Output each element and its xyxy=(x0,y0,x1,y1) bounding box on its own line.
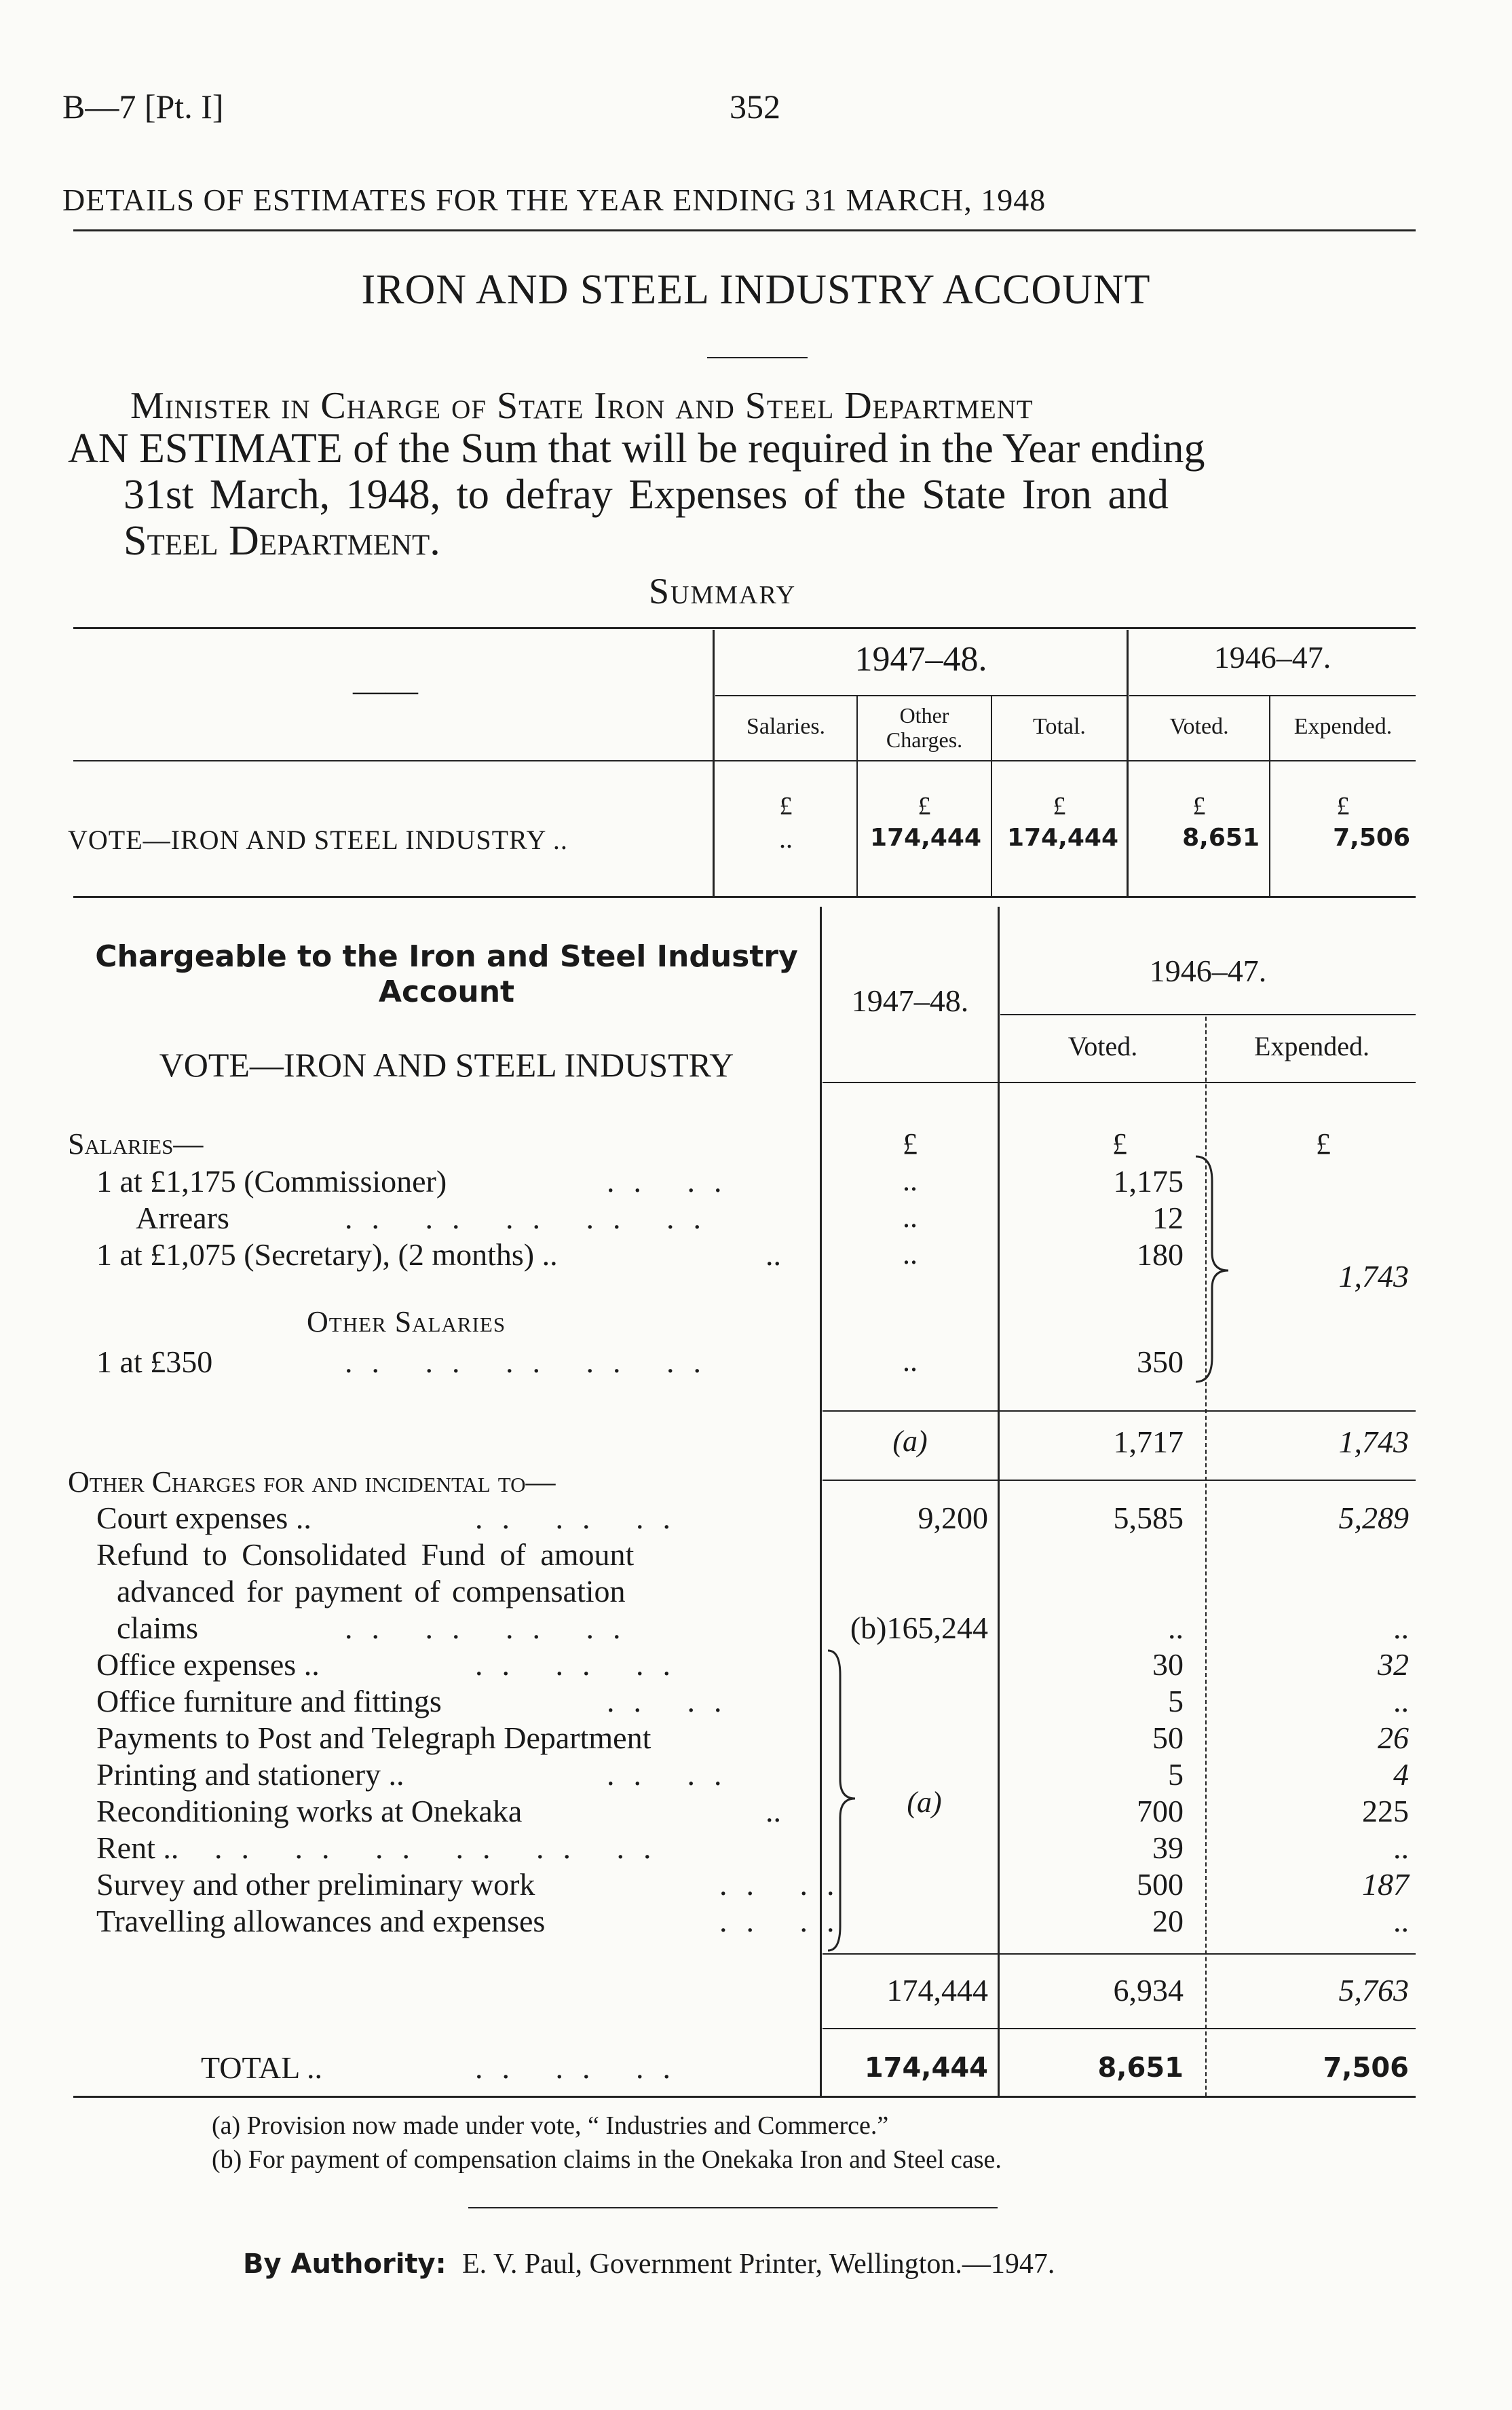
imprint xyxy=(243,2246,1055,2280)
charge-row-label: Office expenses .. xyxy=(96,1647,320,1682)
leader-dots: .. .. .. .. .. xyxy=(345,1201,720,1235)
salary-row-current: .. xyxy=(903,1164,918,1197)
total-current: 174,444 xyxy=(864,2052,988,2084)
chargeable-line-1: Chargeable to the Iron and Steel Industry xyxy=(95,939,798,974)
charge-row-expended: 32 xyxy=(1378,1647,1409,1682)
charge-row-label: Rent .. xyxy=(96,1830,179,1865)
summary-other-charges-value: 174,444 xyxy=(870,824,981,852)
imprint-prefix: By Authority: xyxy=(243,2248,447,2280)
summary-divider-1 xyxy=(713,630,715,896)
refund-expended: .. xyxy=(1393,1611,1409,1645)
footnote-b: (b) For payment of compensation claims in the Onekaka Iron and Steel case. xyxy=(212,2145,1002,2174)
salaries-subtotal-voted: 1,717 xyxy=(1113,1425,1184,1459)
minister-line: Minister in Charge of State Iron and Steel Department xyxy=(130,385,1034,427)
header-rule xyxy=(73,229,1416,231)
salary-row-voted: 12 xyxy=(1152,1201,1184,1235)
salary-row-voted: 180 xyxy=(1137,1237,1184,1272)
summary-divider-2 xyxy=(1127,630,1129,896)
estimate-line-1: AN ESTIMATE of the Sum that will be required in the Year ending xyxy=(68,426,1205,472)
leader-dots: .. xyxy=(766,1237,781,1272)
charge-row-voted: 39 xyxy=(1152,1830,1184,1865)
charge-row-label: Travelling allowances and expenses xyxy=(96,1904,546,1938)
leader-dots: .. .. .. xyxy=(475,2050,689,2085)
leader-dots: .. xyxy=(766,1794,781,1828)
charge-row-voted: 50 xyxy=(1152,1720,1184,1755)
summary-currency-salaries: £ xyxy=(779,792,793,821)
charge-row-voted: 700 xyxy=(1137,1794,1184,1828)
imprint-printer: E. V. Paul, Government Printer, Wellington.—1947. xyxy=(462,2248,1055,2280)
charge-row-voted: 5 xyxy=(1168,1684,1184,1718)
salary-row-label: 1 at £1,175 (Commissioner) xyxy=(96,1164,447,1199)
court-expenses-current: 9,200 xyxy=(918,1501,988,1535)
charge-row-expended: .. xyxy=(1393,1904,1409,1938)
leader-dots: .. .. .. xyxy=(475,1647,689,1682)
running-title: DETAILS OF ESTIMATES FOR THE YEAR ENDING 31 MARCH, 1948 xyxy=(62,183,1046,217)
salaries-subtotal-current: (a) xyxy=(892,1425,928,1458)
footnote-a: (a) Provision now made under vote, “ Industries and Commerce.” xyxy=(212,2111,889,2140)
salaries-expended: 1,743 xyxy=(1338,1259,1409,1294)
charge-row-expended: .. xyxy=(1393,1684,1409,1718)
charge-row-label: Printing and stationery .. xyxy=(96,1757,404,1792)
leader-dots: .. .. .. .. .. xyxy=(345,1344,720,1379)
page-reference: B—7 [Pt. I] xyxy=(62,88,224,126)
detail-currency-voted: £ xyxy=(1112,1127,1127,1161)
charges-subtotal-current: 174,444 xyxy=(886,1973,988,2008)
summary-heading: Summary xyxy=(649,571,797,611)
court-expenses-expended: 5,289 xyxy=(1338,1501,1409,1535)
detail-divider-2 xyxy=(998,907,1000,2096)
summary-top-rule xyxy=(73,627,1416,629)
summary-col-other-2: Charges. xyxy=(886,728,963,752)
summary-col-total: Total. xyxy=(1033,714,1086,739)
detail-currency-current: £ xyxy=(903,1127,918,1161)
charge-row-expended: 225 xyxy=(1362,1794,1409,1828)
charge-row-expended: .. xyxy=(1393,1830,1409,1865)
refund-voted: .. xyxy=(1168,1611,1184,1645)
other-salary-voted: 350 xyxy=(1137,1344,1184,1379)
charges-group-mark: (a) xyxy=(907,1786,942,1819)
page-number: 352 xyxy=(730,88,780,126)
leader-dots: .. .. .. .. xyxy=(345,1611,640,1645)
charge-row-expended: 187 xyxy=(1362,1867,1409,1902)
court-expenses-voted: 5,585 xyxy=(1113,1501,1184,1535)
leader-dots: .. .. xyxy=(719,1867,854,1902)
summary-row-label: VOTE—IRON AND STEEL INDUSTRY .. xyxy=(68,825,568,855)
detail-year-previous: 1946–47. xyxy=(1149,954,1267,988)
charge-row-voted: 30 xyxy=(1152,1647,1184,1682)
charge-row-label: Survey and other preliminary work xyxy=(96,1867,535,1902)
detail-year-rule xyxy=(1000,1014,1416,1015)
other-salaries-heading: Other Salaries xyxy=(307,1305,506,1338)
leader-dots: .. .. xyxy=(719,1904,854,1938)
summary-col-expended: Expended. xyxy=(1293,714,1393,739)
charge-row-voted: 500 xyxy=(1137,1867,1184,1902)
summary-year-previous: 1946–47. xyxy=(1213,640,1331,675)
title-rule xyxy=(707,357,808,358)
leader-dots: .. .. xyxy=(607,1757,741,1792)
total-voted: 8,651 xyxy=(1097,2052,1184,2084)
refund-line-1: Refund to Consolidated Fund of amount xyxy=(96,1537,635,1572)
estimate-line-3: Steel Department. xyxy=(124,518,440,564)
charges-subtotal-voted: 6,934 xyxy=(1113,1973,1184,2008)
charges-subtotal-expended: 5,763 xyxy=(1338,1973,1409,2008)
summary-year-rule-current xyxy=(715,695,1127,696)
charge-row-label: Office furniture and fittings xyxy=(96,1684,442,1718)
page-title: IRON AND STEEL INDUSTRY ACCOUNT xyxy=(361,267,1151,313)
summary-currency-other: £ xyxy=(918,792,931,821)
refund-line-3: claims xyxy=(117,1611,199,1645)
court-expenses-label: Court expenses .. xyxy=(96,1501,311,1535)
detail-col-expended: Expended. xyxy=(1254,1031,1369,1061)
charge-row-voted: 5 xyxy=(1168,1757,1184,1792)
summary-voted-value: 8,651 xyxy=(1182,824,1260,852)
chargeable-line-2: Account xyxy=(378,975,515,1009)
vote-heading: VOTE—IRON AND STEEL INDUSTRY xyxy=(159,1046,734,1084)
salaries-subtotal-rule xyxy=(823,1410,1416,1412)
summary-year-current: 1947–48. xyxy=(854,640,987,679)
detail-currency-expended: £ xyxy=(1316,1127,1331,1161)
table-bottom-rule xyxy=(73,2096,1416,2098)
charge-row-voted: 20 xyxy=(1152,1904,1184,1938)
summary-currency-expended: £ xyxy=(1336,792,1350,821)
total-top-rule xyxy=(823,2028,1416,2029)
other-salary-label: 1 at £350 xyxy=(96,1344,213,1379)
summary-expended-value: 7,506 xyxy=(1333,824,1410,852)
charges-subtotal-rule xyxy=(823,1953,1416,1955)
summary-header-rule xyxy=(73,760,1416,761)
leader-dots: .. .. .. .. .. .. xyxy=(214,1830,670,1865)
total-label: TOTAL .. xyxy=(201,2050,323,2085)
summary-currency-voted: £ xyxy=(1192,792,1206,821)
detail-year-current: 1947–48. xyxy=(851,983,969,1018)
estimate-line-2: 31st March, 1948, to defray Expenses of the State Iron and xyxy=(124,472,1169,518)
summary-year-rule-previous xyxy=(1129,695,1416,696)
summary-dash: —— xyxy=(353,673,418,709)
refund-line-2: advanced for payment of compensation xyxy=(117,1574,626,1608)
refund-current: (b)165,244 xyxy=(850,1611,988,1645)
summary-col-voted: Voted. xyxy=(1169,714,1229,739)
charge-row-expended: 26 xyxy=(1378,1720,1409,1755)
salaries-subtotal-expended: 1,743 xyxy=(1338,1425,1409,1459)
detail-col-voted: Voted. xyxy=(1067,1031,1138,1061)
leader-dots: .. .. .. xyxy=(475,1501,689,1535)
total-expended: 7,506 xyxy=(1323,2052,1409,2084)
summary-salaries-value: .. xyxy=(779,823,793,854)
charge-row-label: Payments to Post and Telegraph Department xyxy=(96,1720,651,1755)
summary-col-salaries: Salaries. xyxy=(746,714,826,739)
salaries-heading: Salaries— xyxy=(68,1127,204,1161)
charge-row-label: Reconditioning works at Onekaka xyxy=(96,1794,523,1828)
other-charges-heading: Other Charges for and incidental to— xyxy=(68,1465,556,1499)
summary-bottom-rule xyxy=(73,896,1416,898)
salary-row-label: Arrears xyxy=(136,1201,229,1235)
summary-total-value: 174,444 xyxy=(1007,824,1118,852)
imprint-rule xyxy=(468,2207,998,2208)
other-charges-rule xyxy=(823,1480,1416,1481)
summary-col-other-1: Other xyxy=(899,703,949,728)
salary-row-current: .. xyxy=(903,1237,918,1270)
summary-currency-total: £ xyxy=(1053,792,1066,821)
salary-row-voted: 1,175 xyxy=(1113,1164,1184,1199)
detail-header-rule xyxy=(823,1082,1416,1083)
leader-dots: .. .. xyxy=(607,1164,741,1199)
salary-row-current: .. xyxy=(903,1201,918,1234)
charge-row-expended: 4 xyxy=(1393,1757,1409,1792)
salary-row-label: 1 at £1,075 (Secretary), (2 months) .. xyxy=(96,1237,558,1272)
leader-dots: .. .. xyxy=(607,1684,741,1718)
other-salary-current: .. xyxy=(903,1344,918,1378)
